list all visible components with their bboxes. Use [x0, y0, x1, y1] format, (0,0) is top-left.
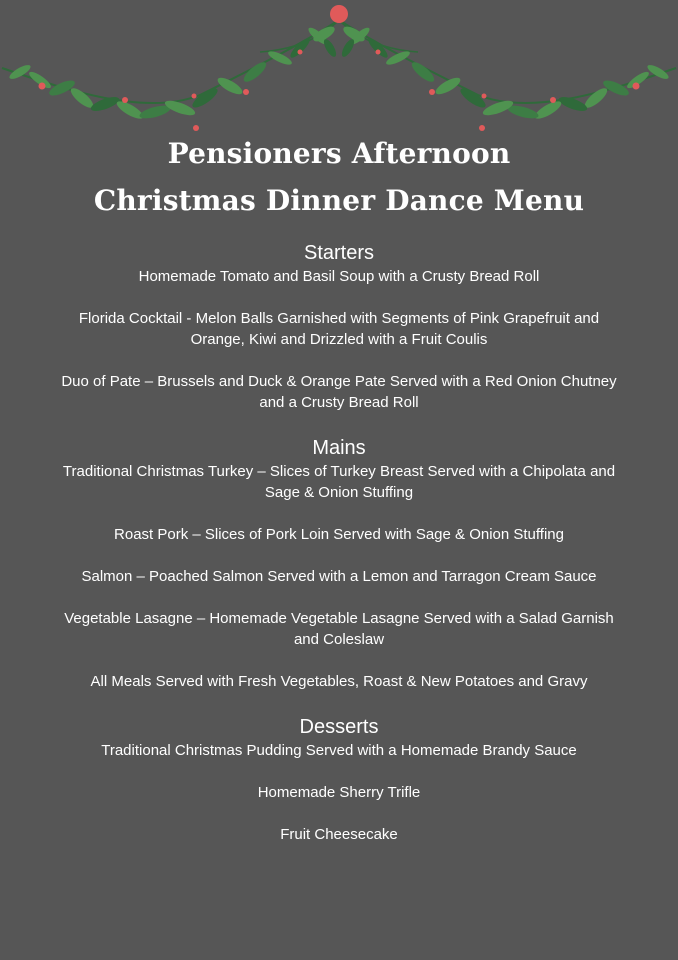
menu-item: Traditional Christmas Turkey – Slices of Turkey Breast Served with a Chipolata and Sage & Onion Stuffing	[62, 463, 616, 501]
section-mains	[60, 435, 618, 692]
menu-item: Vegetable Lasagne – Homemade Vegetable Lasagne Served with a Salad Garnish and Coleslaw	[64, 610, 614, 648]
menu-item: Fruit Cheesecake	[280, 826, 398, 843]
menu-item: Roast Pork – Slices of Pork Loin Served with Sage & Onion Stuffing	[114, 526, 564, 543]
garland-left-branch	[2, 20, 339, 131]
garland-right-branch	[339, 20, 676, 131]
menu-item: All Meals Served with Fresh Vegetables, Roast & New Potatoes and Gravy	[90, 673, 588, 690]
menu-item: Florida Cocktail - Melon Balls Garnished with Segments of Pink Grapefruit and Orange, Kiwi and Drizzled with a Fruit Coulis	[78, 310, 600, 348]
menu-item: Homemade Sherry Trifle	[257, 784, 421, 801]
menu-title-line-1: Pensioners Afternoon	[167, 137, 511, 170]
menu-item: Duo of Pate – Brussels and Duck & Orange Pate Served with a Red Onion Chutney and a Crusty Bread Roll	[61, 373, 617, 411]
section-starters	[60, 240, 618, 413]
menu-body	[60, 240, 618, 845]
section-heading-mains: Mains	[312, 437, 366, 459]
section-desserts	[60, 714, 618, 845]
menu-item: Homemade Tomato and Basil Soup with a Crusty Bread Roll	[138, 268, 540, 285]
section-heading-starters: Starters	[303, 242, 375, 264]
section-heading-desserts: Desserts	[299, 716, 379, 738]
garland-center-bow	[311, 5, 367, 59]
menu-title-line-2: Christmas Dinner Dance Menu	[93, 184, 585, 217]
menu-item: Salmon – Poached Salmon Served with a Lemon and Tarragon Cream Sauce	[81, 568, 597, 585]
holly-garland-decoration	[0, 0, 678, 140]
menu-item: Traditional Christmas Pudding Served with a Homemade Brandy Sauce	[101, 742, 577, 759]
center-berry	[330, 5, 348, 23]
